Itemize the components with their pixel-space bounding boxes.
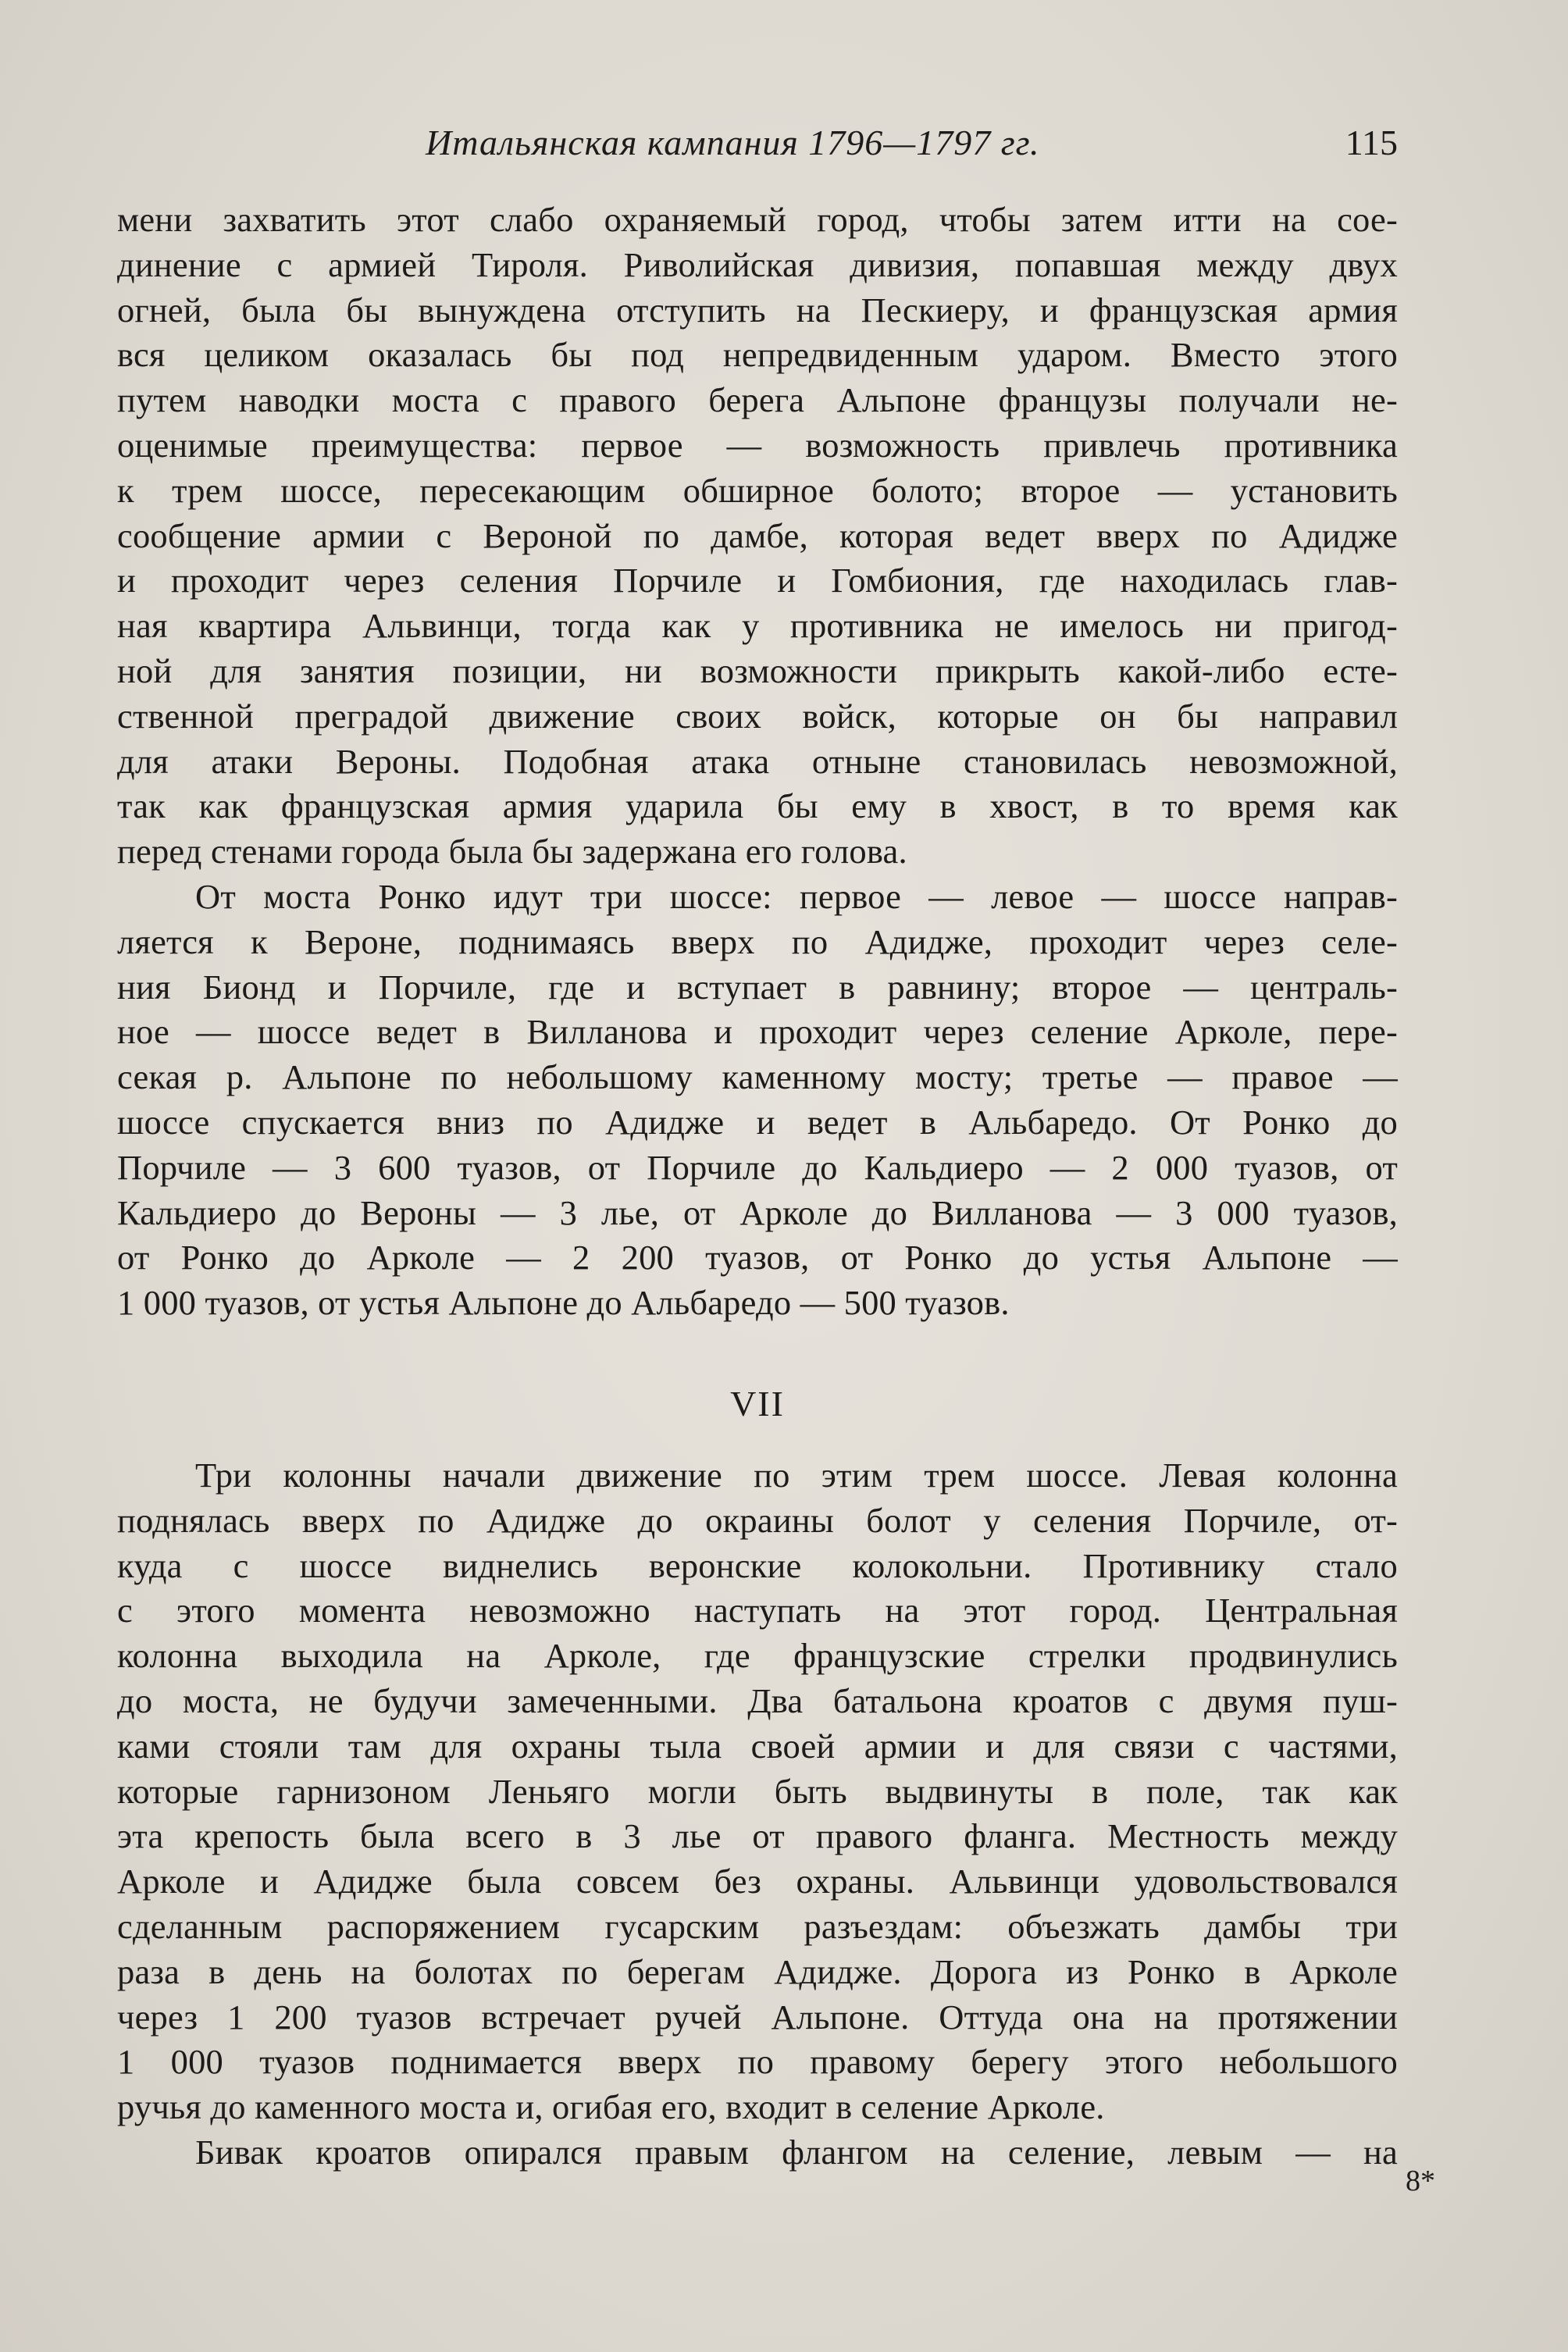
text-line: колонна выходила на Арколе, где французские стрелки продвинулись [117, 1636, 1398, 1676]
text-line: и проходит через селения Порчиле и Гомбиония, где находилась глав- [117, 561, 1398, 600]
text-line: Порчиле — 3 600 туазов, от Порчиле до Кальдиеро — 2 000 туазов, от [117, 1147, 1398, 1187]
text-line: путем наводки моста с правого берега Альпоне французы получали не- [117, 380, 1398, 420]
text-line: от Ронко до Арколе — 2 200 туазов, от Ронко до устья Альпоне — [117, 1238, 1398, 1278]
text-line: ная квартира Альвинци, тогда как у противника не имелось ни пригод- [117, 606, 1398, 646]
text-line: вся целиком оказалась бы под непредвиденным ударом. Вместо этого [117, 335, 1398, 375]
text-line: шоссе спускается вниз по Адидже и ведет в Альбаредо. От Ронко до [117, 1102, 1398, 1142]
text-line: эта крепость была всего в 3 лье от правого фланга. Местность между [117, 1816, 1398, 1856]
text-line: куда с шоссе виднелись веронские колокольни. Противнику стало [117, 1545, 1398, 1585]
text-line: секая р. Альпоне по небольшому каменному мосту; третье — правое — [117, 1057, 1398, 1097]
running-title: Итальянская кампания 1796—1797 гг. [426, 123, 1040, 162]
page-number: 115 [1345, 123, 1398, 162]
page-header [117, 116, 1398, 170]
text-line: Арколе и Адидже была совсем без охраны. Альвинци удовольствовался [117, 1862, 1398, 1901]
text-line: 1 000 туазов, от устья Альпоне до Альбаредо — 500 туазов. [117, 1283, 1010, 1323]
text-block-section-vii [117, 1453, 1398, 2176]
text-line: поднялась вверх по Адидже до окраины болот у селения Порчиле, от- [117, 1500, 1398, 1540]
text-line: которые гарнизоном Леньяго могли быть выдвинуты в поле, так как [117, 1771, 1398, 1811]
text-line: огней, была бы вынуждена отступить на Пескиеру, и французская армия [117, 290, 1398, 330]
text-line: ками стояли там для охраны тыла своей армии и для связи с частями, [117, 1726, 1398, 1766]
text-line: Бивак кроатов опирался правым флангом на селение, левым — на [195, 2132, 1398, 2172]
text-line: оценимые преимущества: первое — возможность привлечь противника [117, 425, 1398, 465]
text-line: к трем шоссе, пересекающим обширное болото; второе — установить [117, 470, 1398, 510]
printer-signature-mark: 8* [1406, 2165, 1435, 2197]
text-line: перед стенами города была бы задержана его голова. [117, 832, 907, 871]
text-line: Три колонны начали движение по этим трем шоссе. Левая колонна [195, 1456, 1398, 1495]
text-line: сделанным распоряжением гусарским разъездам: объезжать дамбы три [117, 1906, 1398, 1946]
text-line: ной для занятия позиции, ни возможности прикрыть какой-либо есте- [117, 650, 1398, 690]
text-line: мени захватить этот слабо охраняемый город, чтобы затем итти на сое- [117, 200, 1398, 239]
text-line: динение с армией Тироля. Риволийская дивизия, попавшая между двух [117, 244, 1398, 284]
text-line: с этого момента невозможно наступать на этот город. Центральная [117, 1591, 1398, 1630]
text-block-continuation [117, 198, 1398, 1326]
text-line: раза в день на болотах по берегам Адидже. Дорога из Ронко в Арколе [117, 1951, 1398, 1991]
text-line: так как французская армия ударила бы ему в хвост, в то время как [117, 786, 1398, 826]
text-line: сообщение армии с Вероной по дамбе, которая ведет вверх по Адидже [117, 515, 1398, 555]
text-line: ственной преградой движение своих войск, которые он бы направил [117, 696, 1398, 736]
text-line: до моста, не будучи замеченными. Два батальона кроатов с двумя пуш- [117, 1680, 1398, 1720]
text-line: ляется к Вероне, поднимаясь вверх по Адидже, проходит через селе- [117, 921, 1398, 961]
text-line: ручья до каменного моста и, огибая его, входит в селение Арколе. [117, 2087, 1105, 2127]
section-heading: VII [730, 1384, 785, 1424]
text-line: ное — шоссе ведет в Вилланова и проходит через селение Арколе, пере- [117, 1012, 1398, 1052]
text-line: через 1 200 туазов встречает ручей Альпоне. Оттуда она на протяжении [117, 1997, 1398, 2037]
text-line: ния Бионд и Порчиле, где и вступает в равнину; второе — централь- [117, 967, 1398, 1007]
text-line: От моста Ронко идут три шоссе: первое — левое — шоссе направ- [195, 876, 1398, 916]
text-line: 1 000 туазов поднимается вверх по правому берегу этого небольшого [117, 2042, 1398, 2082]
text-line: Кальдиеро до Вероны — 3 лье, от Арколе до Вилланова — 3 000 туазов, [117, 1192, 1398, 1232]
text-line: для атаки Вероны. Подобная атака отныне становилась невозможной, [117, 741, 1398, 781]
